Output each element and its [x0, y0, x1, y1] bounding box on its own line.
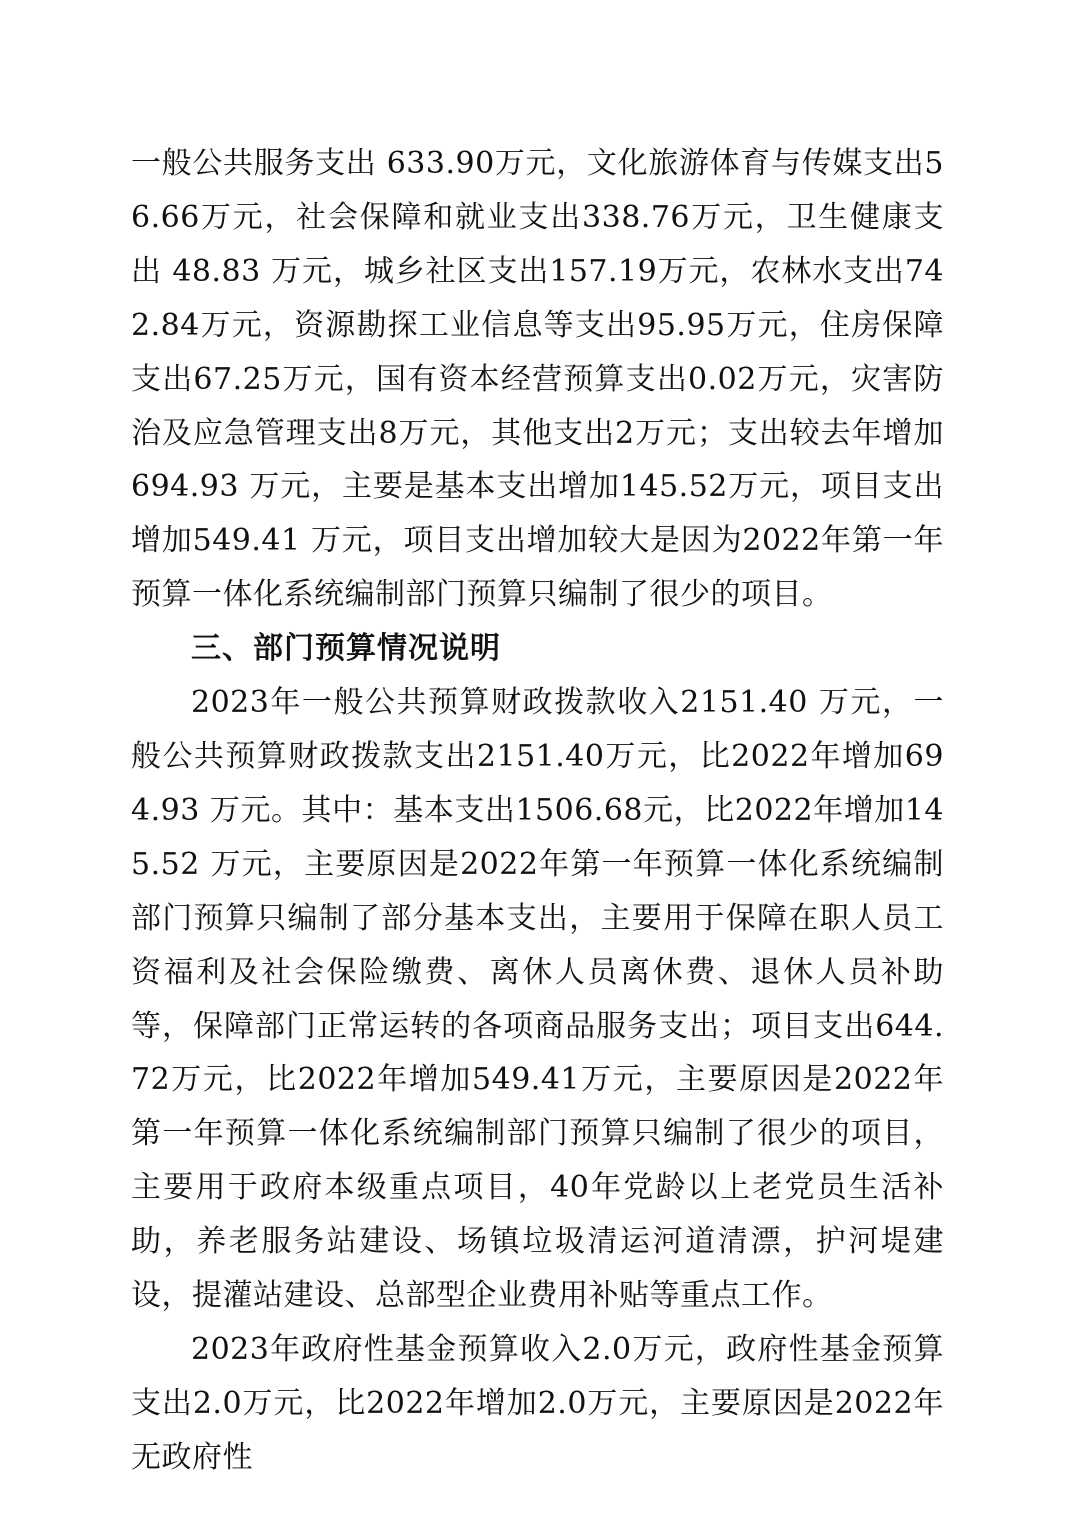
paragraph-expenditure-breakdown: 一般公共服务支出 633.90万元，文化旅游体育与传媒支出56.66万元，社会保障和就业支出338.76万元，卫生健康支出 48.83 万元，城乡社区支出157.19万元，农林水支出742.84万元，资源勘探工业信息等支出95.95万元，住房保障支出67.25万元，国有资本经营预算支出0.02万元，灾害防治及应急管理支出8万元，其他支出2万元；支出较去年增加694.93 万元，主要是基本支出增加145.52万元，项目支出增加549.41 万元，项目支出增加较大是因为2022年第一年预算一体化系统编制部门预算只编制了很少的项目。	[131, 146, 944, 613]
section-heading-department-budget: 三、部门预算情况说明	[191, 631, 501, 667]
paragraph-general-public-budget: 2023年一般公共预算财政拨款收入2151.40 万元，一般公共预算财政拨款支出2151.40万元，比2022年增加694.93 万元。其中：基本支出1506.68元，比2022年增加145.52 万元，主要原因是2022年第一年预算一体化系统编制部门预算只编制了部分基本支出，主要用于保障在职人员工资福利及社会保险缴费、离休人员离休费、退休人员补助等，保障部门正常运转的各项商品服务支出；项目支出644.72万元，比2022年增加549.41万元，主要原因是2022年第一年预算一体化系统编制部门预算只编制了很少的项目，主要用于政府本级重点项目，40年党龄以上老党员生活补助，养老服务站建设、场镇垃圾清运河道清漂，护河堤建设，提灌站建设、总部型企业费用补贴等重点工作。	[131, 685, 944, 1314]
paragraph-government-fund-budget: 2023年政府性基金预算收入2.0万元，政府性基金预算支出2.0万元，比2022年增加2.0万元，主要原因是2022年无政府性	[131, 1331, 944, 1475]
